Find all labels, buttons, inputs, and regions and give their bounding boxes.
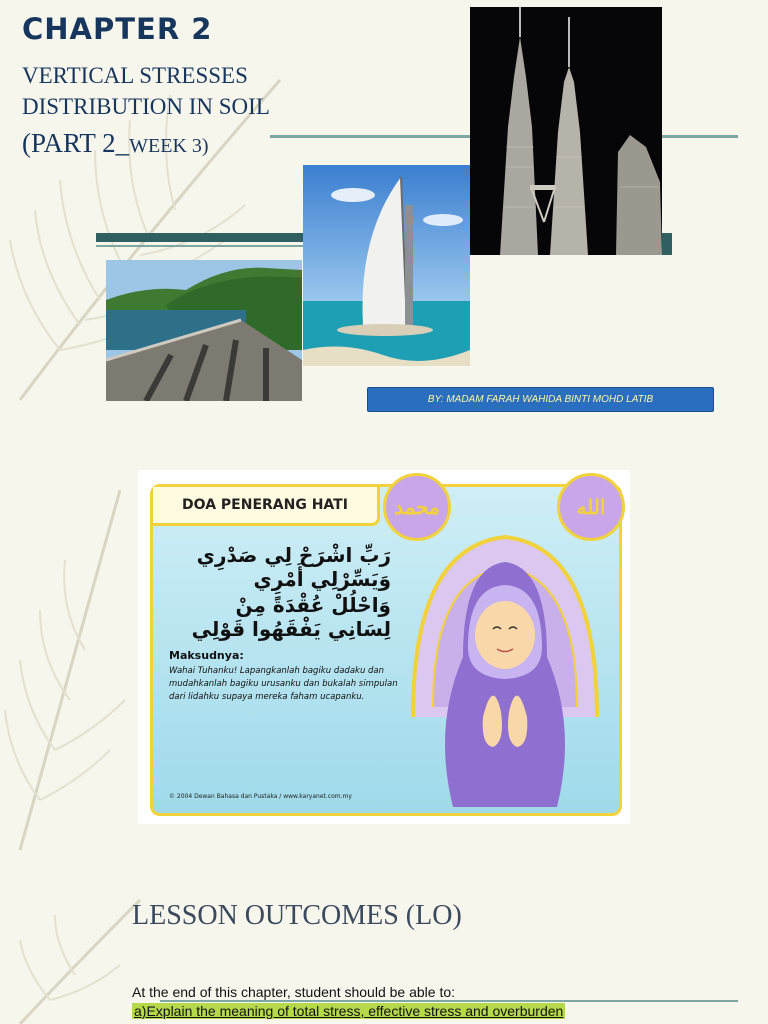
lesson-outcomes-slide	[0, 860, 768, 1024]
author-banner: BY: MADAM FARAH WAHIDA BINTI MOHD LATIB	[367, 387, 714, 412]
chapter-subtitle	[22, 60, 270, 122]
doa-title: DOA PENERANG HATI	[153, 487, 380, 526]
part-label	[22, 128, 209, 159]
part-prefix: (PART 2_	[22, 128, 130, 158]
arabic-line-1: رَبِّ اشْرَحْ لِي صَدْرِي وَيَسِّرْلِي أَمْرِي	[196, 543, 391, 591]
twin-towers-photo	[470, 7, 662, 255]
prayer-slide	[0, 430, 768, 860]
feather-decoration	[0, 470, 150, 860]
copyright-text: © 2004 Dewan Bahasa dan Pustaka / www.karyanet.com.my	[169, 793, 352, 800]
subtitle-line-2: DISTRIBUTION IN SOIL	[22, 94, 270, 119]
title-slide	[0, 0, 768, 430]
praying-girl-illustration	[393, 507, 617, 813]
dam-photo	[106, 260, 302, 401]
meaning-heading: Maksudnya:	[169, 649, 244, 662]
doa-card	[150, 484, 622, 816]
muhammad-medallion-icon: محمد	[383, 473, 451, 541]
arabic-line-2: وَاحْلُلْ عُقْدَةً مِنْ لِسَانِي يَفْقَهُوا قَوْلِي	[191, 593, 391, 641]
sail-hotel-photo	[303, 165, 470, 366]
lesson-outcomes-intro: At the end of this chapter, student should be able to:	[132, 984, 456, 1000]
doa-card-image	[138, 470, 630, 824]
part-suffix: WEEK 3)	[129, 135, 209, 157]
divider-line-bottom	[160, 1000, 738, 1002]
meaning-text: Wahai Tuhanku! Lapangkanlah bagiku dadaku dan mudahkanlah bagiku urusanku dan bukalah simpulan dari lidahku supaya mereka faham ucapanku.	[169, 666, 398, 702]
allah-medallion-icon: الله	[557, 473, 625, 541]
subtitle-line-1: VERTICAL STRESSES	[22, 63, 248, 88]
lesson-outcome-item-a: a)Explain the meaning of total stress, effective stress and overburden	[134, 1003, 564, 1019]
chapter-title: CHAPTER 2	[22, 12, 213, 46]
lesson-outcomes-heading: LESSON OUTCOMES (LO)	[132, 900, 462, 931]
accent-bar	[96, 233, 306, 242]
